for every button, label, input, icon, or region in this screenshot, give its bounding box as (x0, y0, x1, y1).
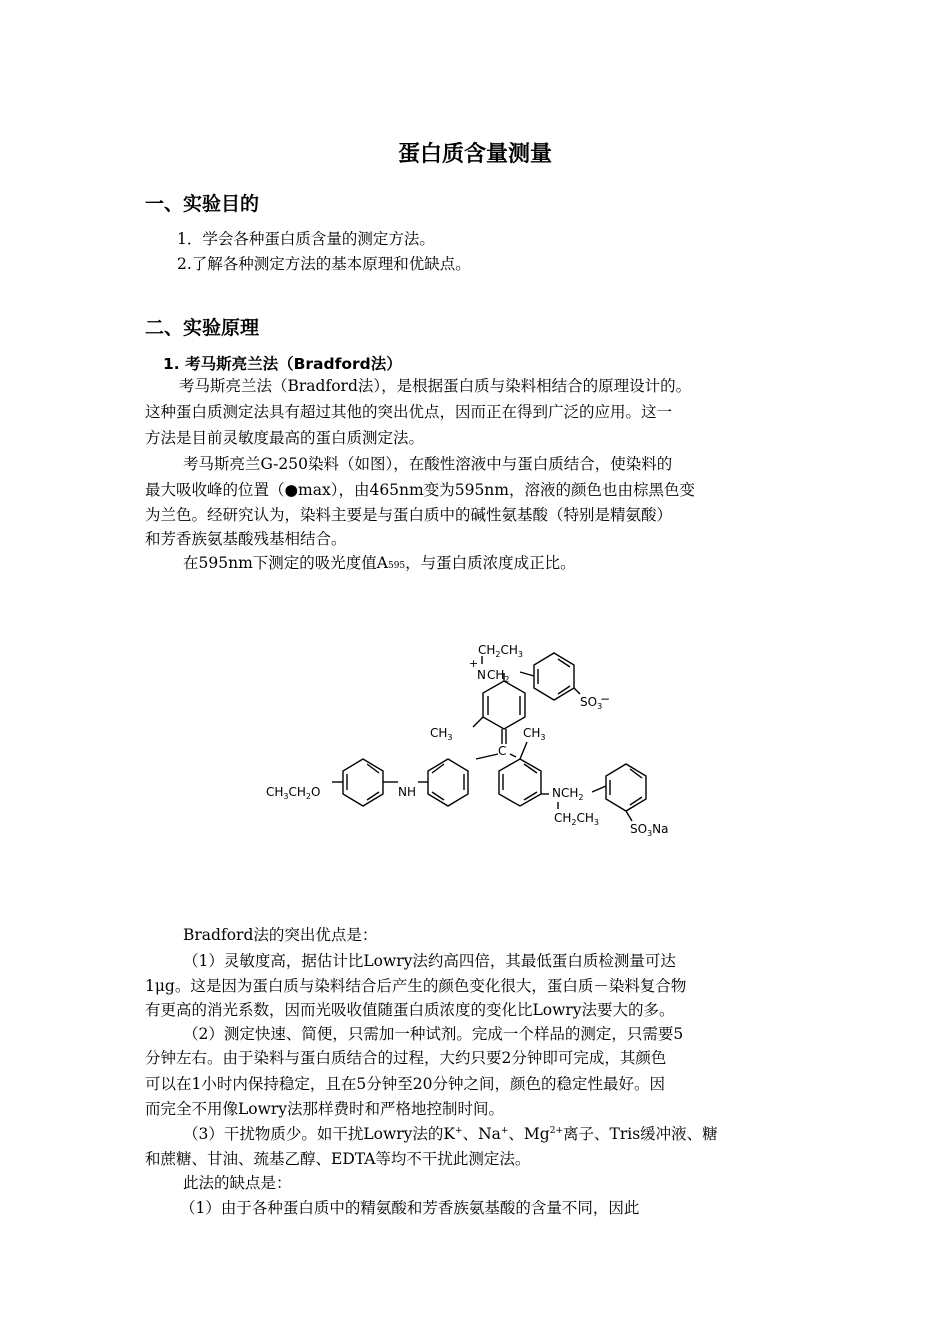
benzene-ring (534, 653, 574, 700)
paragraph-line: 考马斯亮兰G-250染料（如图），在酸性溶液中与蛋白质结合，使染料的 (183, 455, 673, 473)
purpose-item-2: 2.了解各种测定方法的基本原理和优缺点。 (177, 255, 471, 273)
subscript-595: 595 (387, 561, 406, 571)
subsection-heading-bradford: 1. 考马斯亮兰法（Bradford法） (163, 355, 402, 373)
paragraph-line: 为兰色。经研究认为，染料主要是与蛋白质中的碱性氨基酸（特别是精氨酸） (145, 506, 673, 524)
paragraph-line: （2）测定快速、简便，只需加一种试剂。完成一个样品的测定，只需要5 (183, 1025, 684, 1043)
label-so3na: $SO_3Na$ (630, 822, 669, 838)
label-minus: − (600, 692, 611, 706)
benzene-ring (428, 759, 468, 806)
superscript-na: + (500, 1125, 509, 1136)
advantages-intro: Bradford法的突出优点是： (183, 926, 378, 944)
coomassie-g250-structure (258, 636, 708, 846)
superscript-k: + (455, 1125, 463, 1136)
paragraph-line: 考马斯亮兰法（Bradford法），是根据蛋白质与染料相结合的原理设计的。 (179, 377, 692, 395)
benzene-ring (343, 759, 383, 806)
purpose-item-1: 1．学会各种蛋白质含量的测定方法。 (177, 230, 435, 248)
paragraph-line (183, 1124, 718, 1144)
paragraph-line: 和芳香族氨基酸残基相结合。 (145, 530, 347, 548)
paragraph-line: （1）由于各种蛋白质中的精氨酸和芳香族氨基酸的含量不同，因此 (180, 1199, 640, 1217)
benzene-ring (499, 759, 541, 806)
paragraph-line: 最大吸收峰的位置（●max），由465nm变为595nm，溶液的颜色也由棕黑色变 (145, 481, 695, 499)
paragraph-line: （1）灵敏度高，据估计比Lowry法约高四倍，其最低蛋白质检测量可达 (183, 952, 676, 970)
section-heading-principle: 二、实验原理 (145, 317, 260, 339)
text-segment: 离子、Tris缓冲液、糖 (563, 1125, 718, 1143)
paragraph-line: 这种蛋白质测定法具有超过其他的突出优点，因而正在得到广泛的应用。这一 (145, 403, 673, 421)
paragraph-line: 可以在1小时内保持稳定，且在5分钟至20分钟之间，颜色的稳定性最好。因 (145, 1075, 665, 1093)
label-plus: + (469, 657, 479, 670)
benzene-ring (606, 764, 646, 811)
paragraph-line: 方法是目前灵敏度最高的蛋白质测定法。 (145, 429, 425, 447)
label-nplus: N (477, 668, 486, 682)
paragraph-line: 有更高的消光系数，因而光吸收值随蛋白质浓度的变化比Lowry法要大的多。 (145, 1001, 675, 1019)
label-ch2-top: $CH_2$ (487, 668, 510, 684)
label-ch3-left: $CH_3$ (430, 726, 453, 742)
text-segment: ，与蛋白质浓度成正比。 (405, 554, 576, 572)
text-segment: 、Mg (508, 1125, 550, 1143)
label-c-center: C (498, 744, 507, 758)
paragraph-line: 而完全不用像Lowry法那样费时和严格地控制时间。 (145, 1100, 505, 1118)
paragraph-line: 和蔗糖、甘油、巯基乙醇、EDTA等均不干扰此测定法。 (145, 1150, 531, 1168)
disadvantages-intro: 此法的缺点是： (183, 1174, 292, 1192)
section-heading-purpose: 一、实验目的 (145, 193, 260, 215)
label-ethyl-right: $CH_2CH_3$ (554, 811, 599, 827)
text-segment: （3）干扰物质少。如干扰Lowry法的K (183, 1125, 456, 1143)
label-so3-top: $SO_3$ (580, 695, 603, 711)
paragraph-line: 1μg。这是因为蛋白质与染料结合后产生的颜色变化很大，蛋白质－染料复合物 (145, 977, 687, 995)
paragraph-line (183, 553, 576, 576)
superscript-mg: 2+ (549, 1125, 563, 1136)
label-ethyl-top: $CH_2CH_3$ (478, 643, 523, 659)
quinoid-ring (483, 681, 525, 729)
paragraph-line: 分钟左右。由于染料与蛋白质结合的过程，大约只要2分钟即可完成，其颜色 (145, 1049, 667, 1067)
label-nh: NH (398, 785, 416, 799)
page-title: 蛋白质含量测量 (397, 142, 552, 167)
label-ch3-right: $CH_3$ (523, 726, 546, 742)
text-segment: 在595nm下测定的吸光度值A (183, 554, 388, 572)
label-ethoxy: $CH_3CH_2O$ (266, 785, 321, 801)
text-segment: 、Na (462, 1125, 501, 1143)
label-n-right: $NCH_2$ (552, 786, 584, 802)
